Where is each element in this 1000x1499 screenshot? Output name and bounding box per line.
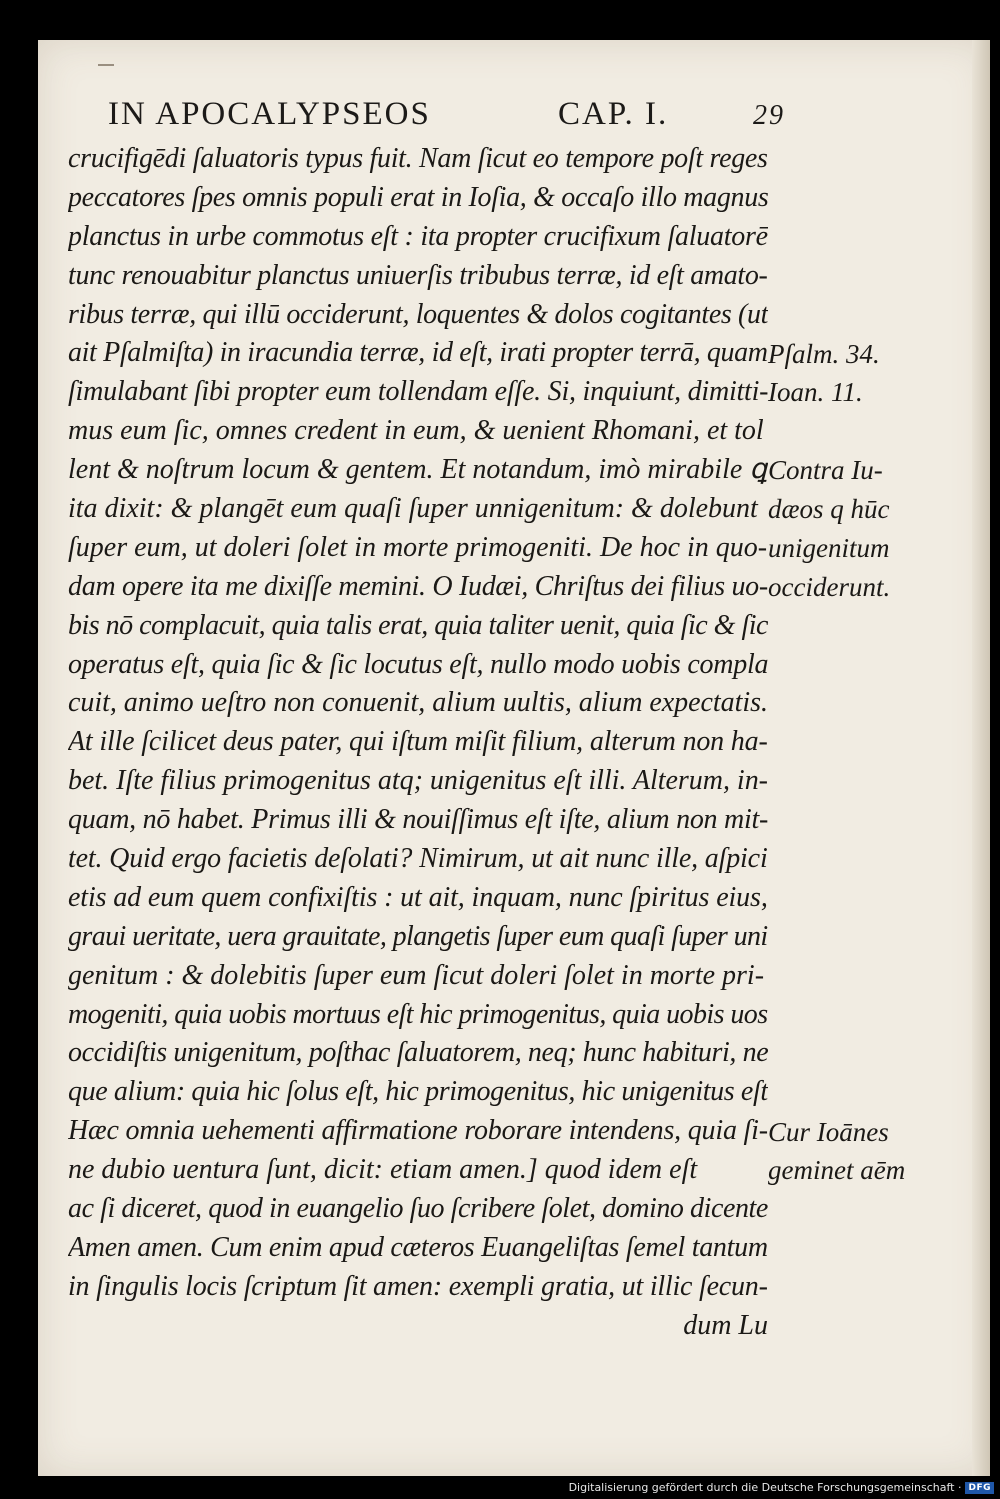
page-mark [98, 64, 114, 66]
marginal-note: Cur Ioānes [768, 1116, 889, 1147]
running-head-title: IN APOCALYPSEOS [108, 96, 431, 132]
text-line: mus eum ſic, omnes credent in eum, & uenient Rhomani, et tol [68, 415, 764, 447]
running-head-chapter: CAP. I. [558, 96, 669, 132]
text-line: dam opere ita me dixiſſe memini. O Iudæi, Chriſtus dei filius uo- [68, 570, 768, 602]
book-page [38, 40, 990, 1476]
text-line: At ille ſcilicet deus pater, qui iſtum miſit filium, alterum non ha- [68, 726, 768, 758]
text-line: etis ad eum quem confixiſtis : ut ait, inquam, nunc ſpiritus eius, [68, 881, 768, 913]
text-line: crucifigēdi ſaluatoris typus fuit. Nam ſicut eo tempore poſt reges [68, 143, 768, 174]
text-line: bis nō complacuit, quia talis erat, quia taliter uenit, quia ſic & ſic [68, 609, 768, 641]
text-line: lent & noſtrum locum & gentem. Et notandum, imò mirabile ꝗ [68, 454, 768, 486]
text-line: tet. Quid ergo facietis deſolati? Nimirum, ut ait nunc ille, aſpici [68, 843, 768, 875]
text-line: ribus terræ, qui illū occiderunt, loquentes & dolos cogitantes (ut [68, 298, 768, 330]
text-line: planctus in urbe commotus eſt : ita propter crucifixum ſaluatorē [68, 220, 768, 252]
text-line: ait Pſalmiſta) in iracundia terræ, id eſt, irati propter terrā, quam [68, 337, 768, 369]
text-line: genitum : & dolebitis ſuper eum ſicut doleri ſolet in morte pri- [68, 959, 765, 991]
marginal-note: dæos q hūc [768, 494, 890, 525]
marginal-note: occiderunt. [768, 571, 891, 602]
text-line: Hæc omnia uehementi affirmatione roborare intendens, quia ſi- [68, 1115, 768, 1147]
text-line: cuit, animo ueſtro non conuenit, alium uultis, alium expectatis. [68, 687, 768, 719]
text-line: ac ſi diceret, quod in euangelio ſuo ſcribere ſolet, domino dicente [68, 1193, 768, 1225]
dfg-logo: DFG [965, 1482, 994, 1494]
folio-number: 29 [753, 100, 785, 131]
text-line: peccatores ſpes omnis populi erat in Ioſia, & occaſo illo magnus [68, 181, 768, 213]
marginal-note: Pſalm. 34. [768, 338, 880, 369]
digitization-credit [569, 1481, 994, 1494]
text-line: tunc renouabitur planctus uniuerſis tribubus terræ, id eſt amato- [68, 259, 768, 291]
text-line: ita dixit: & plangēt eum quaſi ſuper unnigenitum: & dolebunt [68, 493, 758, 525]
text-line: ſimulabant ſibi propter eum tollendam eſſe. Si, inquiunt, dimitti- [68, 376, 768, 408]
text-line: quam, nō habet. Primus illi & nouiſſimus eſt iſte, alium non mit- [68, 804, 768, 836]
marginal-note: geminet aēm [768, 1155, 906, 1186]
text-line: graui ueritate, uera grauitate, plangetis ſuper eum quaſi ſuper uni [68, 920, 768, 952]
page-gutter [972, 40, 990, 1476]
text-line: operatus eſt, quia ſic & ſic locutus eſt, nullo modo uobis compla [68, 648, 768, 680]
text-line: dum Lu [683, 1309, 768, 1341]
text-line: que alium: quia hic ſolus eſt, hic primogenitus, hic unigenitus eſt [68, 1076, 768, 1108]
credit-text: Digitalisierung gefördert durch die Deutsche Forschungsgemeinschaft · [568, 1481, 962, 1494]
marginal-note: unigenitum [768, 533, 890, 563]
text-line: occidiſtis unigenitum, poſthac ſaluatorem, neq; hunc habituri, ne [68, 1037, 768, 1069]
text-line: bet. Iſte filius primogenitus atq; unigenitus eſt illi. Alterum, in- [68, 765, 768, 797]
text-line: ne dubio uentura ſunt, dicit: etiam amen.] quod idem eſt [68, 1154, 698, 1186]
text-line: in ſingulis locis ſcriptum ſit amen: exempli gratia, ut illic ſecun- [68, 1270, 768, 1302]
text-line: Amen amen. Cum enim apud cæteros Euangeliſtas ſemel tantum [68, 1231, 768, 1263]
marginal-note: Contra Iu- [768, 455, 883, 486]
text-line: ſuper eum, ut doleri ſolet in morte primogeniti. De hoc in quo- [68, 531, 768, 563]
text-line: mogeniti, quia uobis mortuus eſt hic primogenitus, quia uobis uos [68, 998, 768, 1030]
running-head [108, 96, 798, 136]
main-text-block [68, 140, 768, 1346]
marginal-note: Ioan. 11. [768, 377, 863, 408]
